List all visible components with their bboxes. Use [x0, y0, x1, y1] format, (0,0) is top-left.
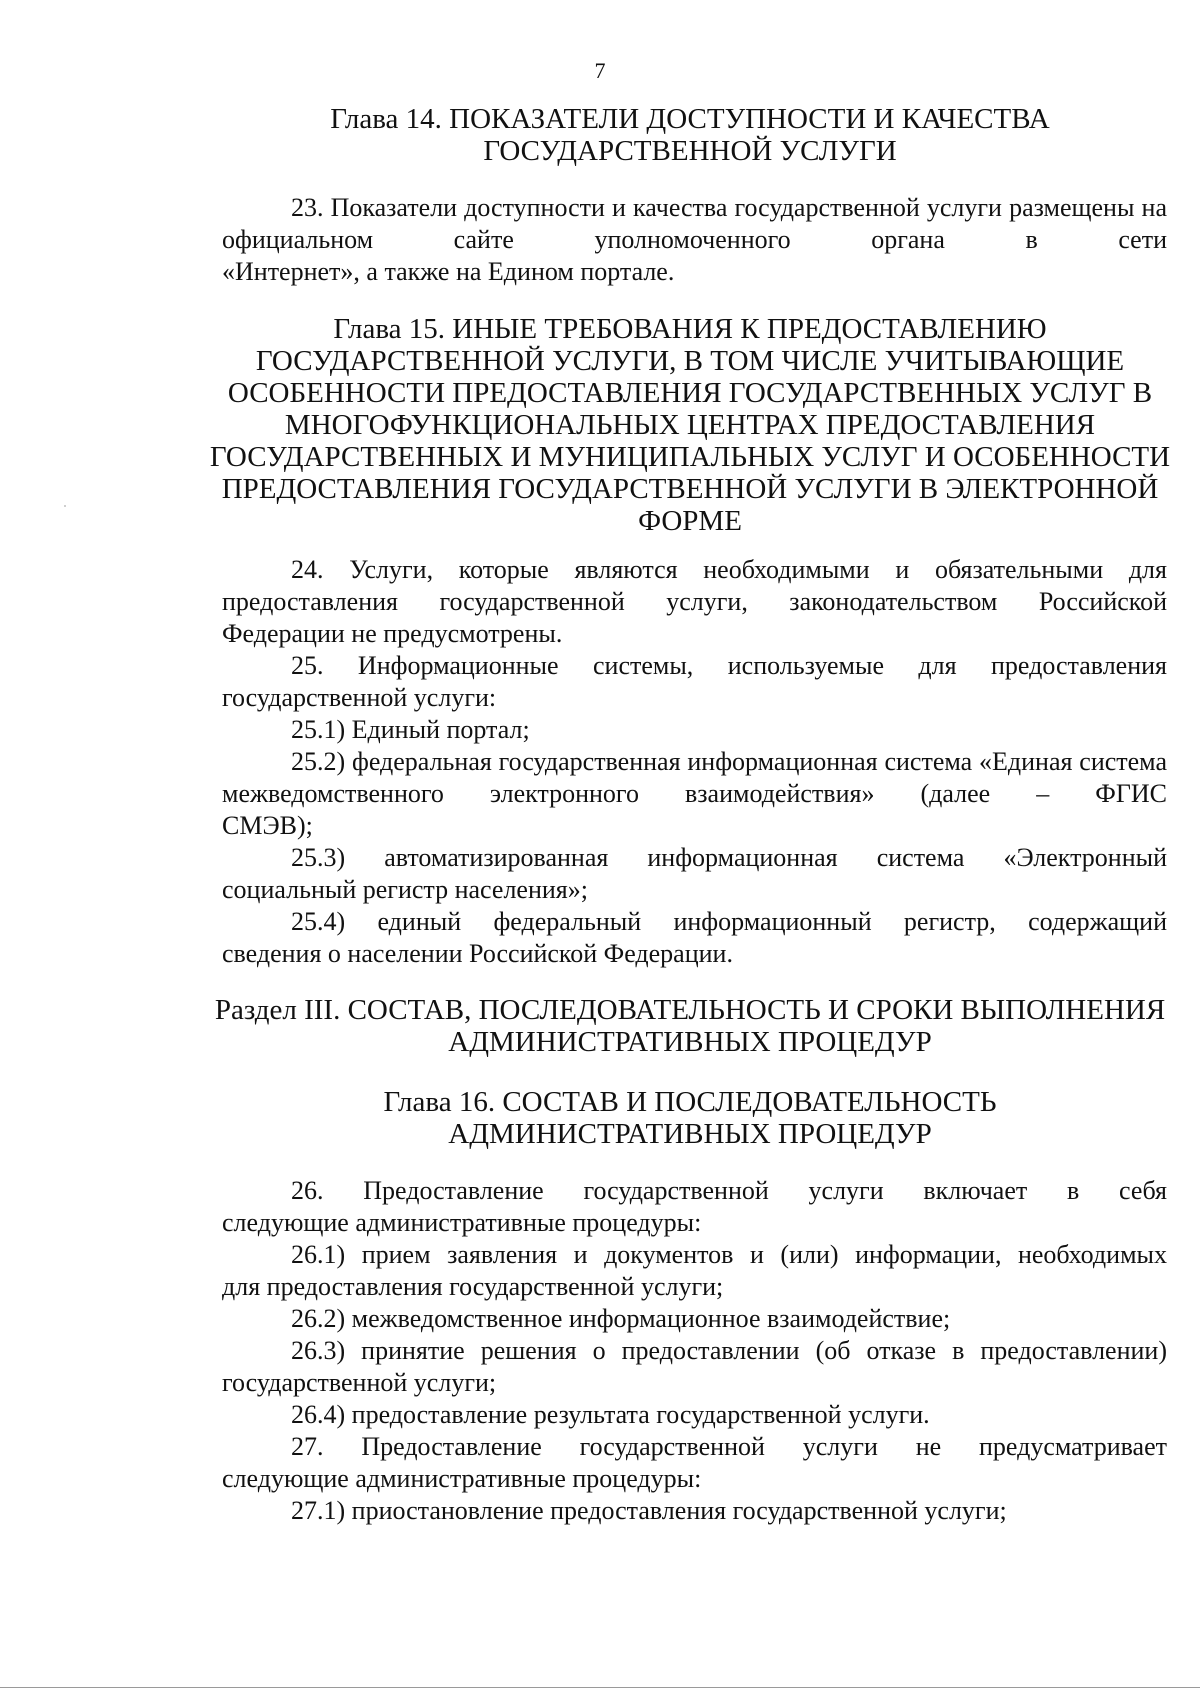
paragraph-text: для предоставления государственной услуги; [222, 1272, 724, 1301]
paragraph-25-1: 25.1) Единый портал; [291, 715, 530, 744]
section-3-heading [200, 994, 1180, 1058]
heading-line: ОСОБЕННОСТИ ПРЕДОСТАВЛЕНИЯ ГОСУДАРСТВЕННЫХ УСЛУГ В [227, 377, 1153, 409]
paragraph-text: 25.4) единый федеральный информационный регистр, содержащий [291, 907, 1167, 936]
heading-line: Глава 16. СОСТАВ И ПОСЛЕДОВАТЕЛЬНОСТЬ [383, 1086, 997, 1118]
heading-line: ГОСУДАРСТВЕННОЙ УСЛУГИ [483, 135, 897, 167]
paragraph-text: 26.1) прием заявления и документов и (или) информации, необходимых [291, 1240, 1167, 1269]
heading-line: ГОСУДАРСТВЕННОЙ УСЛУГИ, В ТОМ ЧИСЛЕ УЧИТЫВАЮЩИЕ [255, 345, 1125, 377]
heading-line: ФОРМЕ [638, 505, 742, 537]
paragraph-text: 24. Услуги, которые являются необходимыми и обязательными для предоставления государственной услуги, законодательством Российской [222, 555, 1167, 616]
paragraph-27 [222, 1431, 1167, 1495]
heading-line: МНОГОФУНКЦИОНАЛЬНЫХ ЦЕНТРАХ ПРЕДОСТАВЛЕНИЯ [284, 409, 1096, 441]
paragraph-26-2: 26.2) межведомственное информационное взаимодействие; [291, 1304, 951, 1333]
paragraph-26-3 [222, 1335, 1167, 1399]
page-number: 7 [594, 58, 606, 83]
heading-line: АДМИНИСТРАТИВНЫХ ПРОЦЕДУР [448, 1118, 932, 1150]
paragraph-text: 26. Предоставление государственной услуги включает в себя [291, 1176, 1167, 1205]
paragraph-text: 26.3) принятие решения о предоставлении (об отказе в предоставлении) [291, 1336, 1167, 1365]
heading-line: Глава 15. ИНЫЕ ТРЕБОВАНИЯ К ПРЕДОСТАВЛЕНИЮ [333, 313, 1047, 345]
paragraph-text: 23. Показатели доступности и качества государственной услуги размещены на официальном сайте уполномоченного органа в сети [222, 193, 1167, 254]
chapter-16-heading [200, 1086, 1180, 1150]
paragraph-26 [222, 1175, 1167, 1239]
paragraph-26-4: 26.4) предоставление результата государственной услуги. [291, 1400, 930, 1429]
paragraph-text: социальный регистр населения»; [222, 875, 588, 904]
paragraph-text: СМЭВ); [222, 811, 313, 840]
paragraph-text: следующие административные процедуры: [222, 1208, 702, 1237]
chapter-14-heading [200, 103, 1180, 167]
paragraph-text: Федерации не предусмотрены. [222, 619, 563, 648]
paragraph-text: «Интернет», а также на Едином портале. [222, 257, 675, 286]
paragraph-text: 25.3) автоматизированная информационная система «Электронный [291, 843, 1167, 872]
scan-speck [64, 505, 66, 507]
heading-line: ГОСУДАРСТВЕННЫХ И МУНИЦИПАЛЬНЫХ УСЛУГ И ОСОБЕННОСТИ [209, 441, 1171, 473]
paragraph-text: следующие административные процедуры: [222, 1464, 702, 1493]
heading-line: Раздел III. СОСТАВ, ПОСЛЕДОВАТЕЛЬНОСТЬ И СРОКИ ВЫПОЛНЕНИЯ [214, 994, 1166, 1026]
paragraph-text: государственной услуги: [222, 683, 497, 712]
paragraph-24 [222, 554, 1167, 650]
paragraph-text: сведения о населении Российской Федерации. [222, 939, 733, 968]
scan-bottom-edge [0, 1687, 1200, 1688]
paragraph-27-1: 27.1) приостановление предоставления государственной услуги; [291, 1496, 1007, 1525]
paragraph-25-3 [222, 842, 1167, 906]
paragraph-23 [222, 192, 1167, 288]
chapter-15-heading [200, 313, 1180, 537]
paragraph-25-2 [222, 746, 1167, 842]
heading-line: ПРЕДОСТАВЛЕНИЯ ГОСУДАРСТВЕННОЙ УСЛУГИ В ЭЛЕКТРОННОЙ [221, 473, 1159, 505]
paragraph-text: государственной услуги; [222, 1368, 497, 1397]
paragraph-text: 25. Информационные системы, используемые для предоставления [291, 651, 1167, 680]
heading-line: Глава 14. ПОКАЗАТЕЛИ ДОСТУПНОСТИ И КАЧЕСТВА [330, 103, 1050, 135]
heading-line: АДМИНИСТРАТИВНЫХ ПРОЦЕДУР [448, 1026, 932, 1058]
paragraph-text: 27. Предоставление государственной услуги не предусматривает [291, 1432, 1167, 1461]
paragraph-25-4 [222, 906, 1167, 970]
paragraph-25 [222, 650, 1167, 714]
paragraph-26-1 [222, 1239, 1167, 1303]
paragraph-text: 25.2) федеральная государственная информационная система «Единая система межведомственного электронного взаимодействия» (далее – ФГИС [222, 747, 1167, 808]
